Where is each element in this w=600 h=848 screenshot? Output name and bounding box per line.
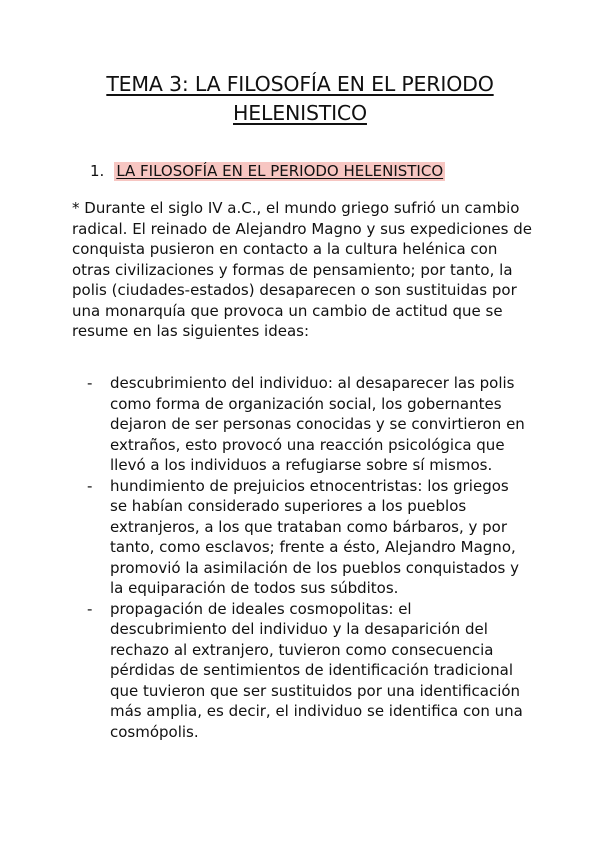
- list-item-text: hundimiento de prejuicios etnocentristas: los griegos se habían considerado superiores a los pueblos extranjeros, a los que trataban como bárbaros, y por tanto, como esclavos; frente a ésto, Alejandro Magno, promovió la asimilación de los pueblos conquistados y la equiparación de todos sus súbditos.: [110, 476, 519, 597]
- ideas-list: [87, 373, 527, 742]
- title-line-1: TEMA 3: LA FILOSOFÍA EN EL PERIODO: [106, 72, 494, 96]
- title-line-2: HELENISTICO: [233, 101, 367, 125]
- bullet-dash: -: [87, 374, 93, 392]
- bullet-dash: -: [87, 476, 93, 495]
- page-title: [40, 70, 560, 128]
- intro-paragraph: * Durante el siglo IV a.C., el mundo griego sufrió un cambio radical. El reinado de Alejandro Magno y sus expediciones de conquista pusieron en contacto a la cultura helénica con otras civilizaciones y formas de pensamiento; por tanto, la polis (ciudades-estados) desaparecen o son sustituidas por una monarquía que provoca un cambio de actitud que se resume en las siguientes ideas:: [72, 199, 532, 340]
- list-item-text: descubrimiento del individuo: al desaparecer las polis como forma de organización social, los gobernantes dejaron de ser personas conocidas y se convirtieron en extraños, esto provocó una reacción psicológica que llevó a los individuos a refugiarse sobre sí mismos.: [110, 374, 525, 474]
- bullet-dash: -: [87, 599, 93, 618]
- section-heading: [90, 160, 445, 182]
- list-item-text: propagación de ideales cosmopolitas: el descubrimiento del individuo y la desaparición del rechazo al extranjero, tuvieron como consecuencia pérdidas de sentimientos de identificación tradicional que tuvieron que ser sustituidos por una identificación más amplia, es decir, el individuo se identifica con una cosmópolis.: [110, 599, 523, 741]
- section-number: 1.: [90, 162, 105, 180]
- list-item: [87, 599, 527, 743]
- section-heading-text: LA FILOSOFÍA EN EL PERIODO HELENISTICO: [116, 162, 444, 180]
- list-item: [87, 476, 527, 599]
- list-item: [87, 373, 527, 476]
